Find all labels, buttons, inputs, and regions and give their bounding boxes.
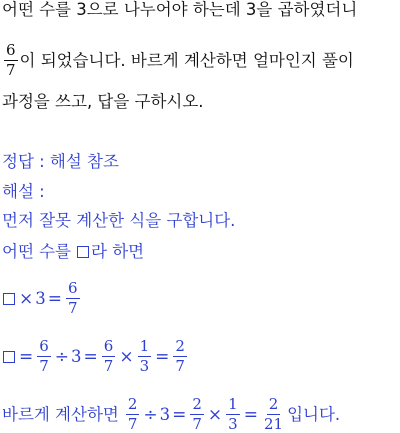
problem-text-3: 과정을 쓰고, 답을 구하시오.: [2, 92, 204, 111]
explanation-label: 해설 :: [2, 182, 45, 201]
eq3-suffix: 입니다.: [287, 404, 341, 424]
fraction-numerator: 1: [228, 395, 238, 413]
fraction-denominator: 7: [6, 61, 16, 79]
unknown-box-icon: [3, 351, 15, 363]
problem-line-2: [2, 42, 354, 79]
equals-sign: =: [243, 404, 258, 425]
fraction-denominator: 21: [263, 415, 284, 433]
fraction-numerator: 2: [192, 395, 202, 413]
times-sign: ×: [207, 404, 223, 425]
fraction-denominator: 7: [39, 357, 49, 375]
fraction-denominator: 7: [127, 415, 138, 433]
unknown-box-icon: [77, 246, 89, 258]
fraction: [190, 396, 204, 433]
unknown-box-icon: [3, 293, 15, 305]
number-three: 3: [159, 404, 171, 424]
fraction-numerator: 2: [268, 395, 279, 413]
fraction-numerator: 2: [127, 395, 138, 413]
divide-sign: ÷: [143, 404, 158, 425]
fraction-numerator: 1: [139, 337, 150, 355]
problem-text-2: 이 되었습니다. 바르게 계산하면 얼마인지 풀이: [19, 50, 354, 70]
fraction-denominator: 3: [228, 415, 238, 433]
equation-3: [2, 396, 340, 433]
fraction: [138, 338, 152, 375]
fraction: [262, 396, 285, 433]
equals-sign: =: [83, 346, 98, 367]
divide-sign: ÷: [54, 346, 70, 367]
fraction-numerator: 2: [175, 337, 185, 355]
times-sign: ×: [119, 346, 134, 367]
fraction-numerator: 6: [39, 337, 49, 355]
number-three: 3: [35, 288, 46, 308]
step-1-text: 먼저 잘못 계산한 식을 구합니다.: [2, 211, 236, 230]
equals-sign: =: [47, 288, 62, 309]
fraction-denominator: 3: [139, 357, 150, 375]
answer-text: 정답 : 해설 참조: [2, 152, 119, 171]
problem-fraction: [4, 42, 18, 79]
fraction-numerator: 6: [103, 337, 114, 355]
step-2: [2, 242, 144, 262]
equals-sign: =: [19, 346, 34, 367]
fraction: [126, 396, 140, 433]
step-2-prefix: 어떤 수를: [2, 242, 72, 261]
answer-line: [2, 152, 119, 172]
fraction-denominator: 7: [103, 357, 114, 375]
times-sign: ×: [19, 288, 34, 309]
fraction: [226, 396, 240, 433]
eq3-prefix: 바르게 계산하면: [2, 404, 119, 424]
problem-text-1: 어떤 수를 3으로 나누어야 하는데 3을 곱하였더니: [2, 0, 358, 19]
fraction: [102, 338, 116, 375]
fraction: [66, 280, 80, 317]
fraction-numerator: 6: [6, 41, 16, 59]
equation-2: [2, 338, 189, 375]
fraction: [173, 338, 187, 375]
equals-sign: =: [172, 404, 187, 425]
number-three: 3: [71, 346, 82, 366]
step-2-suffix: 라 하면: [91, 242, 145, 261]
fraction-denominator: 7: [175, 357, 185, 375]
fraction-denominator: 7: [192, 415, 202, 433]
problem-line-1: [2, 0, 357, 20]
fraction-denominator: 7: [68, 299, 78, 317]
fraction-numerator: 6: [68, 279, 78, 297]
fraction: [37, 338, 51, 375]
equals-sign: =: [155, 346, 170, 367]
equation-1: [2, 280, 82, 317]
step-1: [2, 211, 235, 231]
problem-line-3: [2, 92, 204, 112]
explanation-label-line: [2, 182, 45, 202]
